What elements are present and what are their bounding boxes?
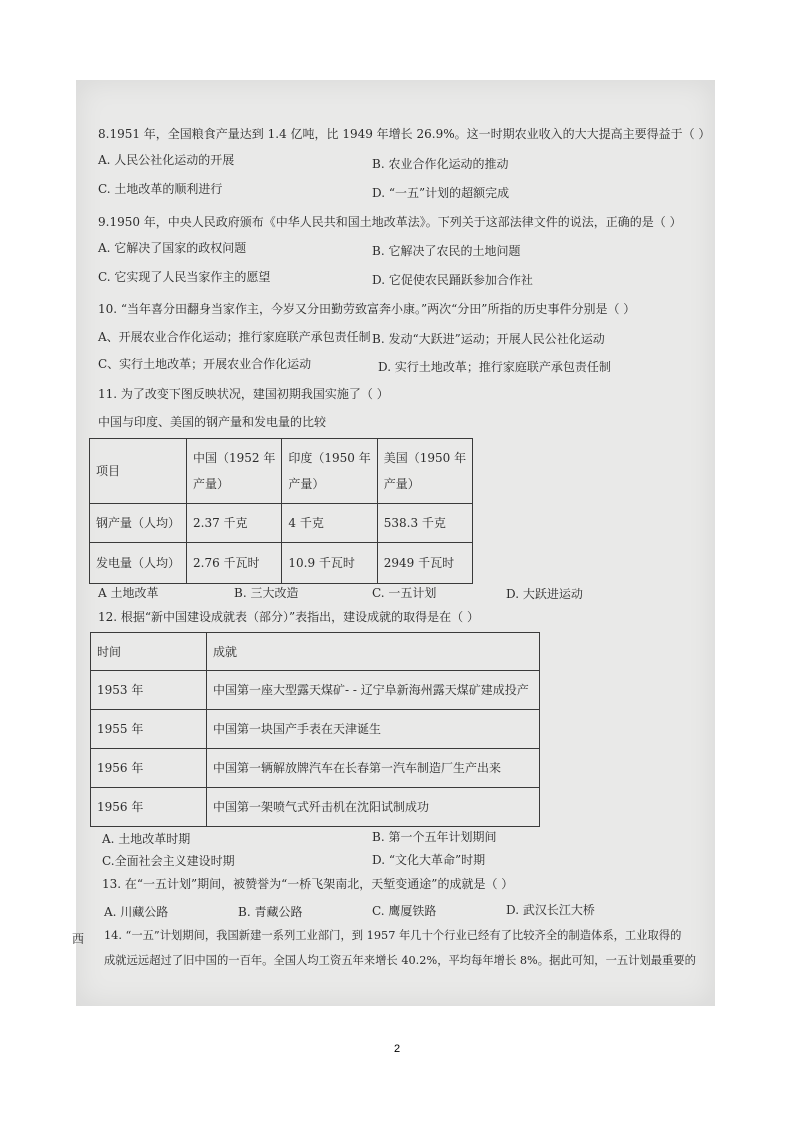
q8-option-b: B. 农业合作化运动的推动 — [372, 157, 509, 171]
q12-header-time: 时间 — [91, 633, 207, 671]
q10-option-c: C、实行土地改革；开展农业合作化运动 — [98, 357, 312, 371]
q11-option-b: B. 三大改造 — [234, 586, 299, 600]
q10-stem: 10. “当年喜分田翻身当家作主，今岁又分田勤劳致富奔小康。”两次“分田”所指的历史事件分别是（ ） — [98, 302, 636, 316]
q10-option-b: B. 发动“大跃进”运动；开展人民公社化运动 — [372, 332, 605, 346]
q11-table-caption: 中国与印度、美国的钢产量和发电量的比较 — [98, 415, 327, 429]
q11-header-usa: 美国（1950 年 产量） — [377, 439, 472, 504]
q12-row-text: 中国第一块国产手表在天津诞生 — [207, 710, 540, 749]
q12-row-text: 中国第一架喷气式歼击机在沈阳试制成功 — [207, 788, 540, 827]
q12-row-text: 中国第一辆解放牌汽车在长春第一汽车制造厂生产出来 — [207, 749, 540, 788]
q12-option-c: C.全面社会主义建设时期 — [102, 854, 235, 868]
q11-row-label: 钢产量（人均） — [90, 504, 187, 543]
q11-row-label: 发电量（人均） — [90, 543, 187, 584]
q12-row-year: 1956 年 — [91, 788, 207, 827]
q10-option-d: D. 实行土地改革；推行家庭联产承包责任制 — [378, 360, 611, 374]
q11-comparison-table — [89, 438, 473, 584]
q11-header-item: 项目 — [90, 439, 187, 504]
q12-header-achievement: 成就 — [207, 633, 540, 671]
q11-cell-china: 2.76 千瓦时 — [187, 543, 282, 584]
q11-cell-usa: 538.3 千克 — [377, 504, 472, 543]
q11-option-a: A 土地改革 — [98, 586, 159, 600]
q12-row-year: 1955 年 — [91, 710, 207, 749]
q12-option-d: D. “文化大革命”时期 — [372, 853, 486, 867]
q11-option-c: C. 一五计划 — [372, 586, 437, 600]
q14-line-2: 成就远远超过了旧中国的一百年。全国人均工资五年来增长 40.2%，平均每年增长 8%。据此可知，一五计划最重要的 — [104, 954, 696, 967]
q12-option-b: B. 第一个五年计划期间 — [372, 830, 497, 844]
q11-stem: 11. 为了改变下图反映状况，建国初期我国实施了（ ） — [98, 387, 389, 401]
q11-cell-usa: 2949 千瓦时 — [377, 543, 472, 584]
q12-achievement-table — [90, 632, 540, 827]
q13-stem: 13. 在“一五计划”期间，被赞誉为“一桥飞架南北，天堑变通途”的成就是（ ） — [102, 877, 514, 891]
q11-cell-china: 2.37 千克 — [187, 504, 282, 543]
q13-option-a: A. 川藏公路 — [104, 905, 169, 919]
q12-stem: 12. 根据“新中国建设成就表（部分）”表指出，建设成就的取得是在（ ） — [98, 610, 479, 624]
q10-option-a: A、开展农业合作化运动；推行家庭联产承包责任制 — [98, 330, 371, 344]
q12-row-text: 中国第一座大型露天煤矿- - 辽宁阜新海州露天煤矿建成投产 — [207, 671, 540, 710]
q8-option-c: C. 土地改革的顺利进行 — [98, 182, 223, 196]
page-number: 2 — [393, 1043, 401, 1055]
q11-cell-india: 10.9 千瓦时 — [282, 543, 377, 584]
q11-cell-india: 4 千克 — [282, 504, 377, 543]
q9-option-b: B. 它解决了农民的土地问题 — [372, 244, 521, 258]
q11-header-china: 中国（1952 年 产量） — [187, 439, 282, 504]
q9-option-a: A. 它解决了国家的政权问题 — [98, 241, 247, 255]
q8-stem: 8.1951 年，全国粮食产量达到 1.4 亿吨，比 1949 年增长 26.9%。这一时期农业收入的大大提高主要得益于（ ） — [98, 127, 711, 141]
q9-option-d: D. 它促使农民踊跃参加合作社 — [372, 273, 533, 287]
q13-option-b: B. 青藏公路 — [238, 905, 303, 919]
q13-option-c: C. 鹰厦铁路 — [372, 904, 437, 918]
q13-option-d: D. 武汉长江大桥 — [506, 903, 595, 917]
q9-stem: 9.1950 年，中央人民政府颁布《中华人民共和国土地改革法》。下列关于这部法律文件的说法，正确的是（ ） — [98, 215, 682, 229]
q11-header-india: 印度（1950 年 产量） — [282, 439, 377, 504]
q12-row-year: 1953 年 — [91, 671, 207, 710]
q12-option-a: A. 土地改革时期 — [102, 832, 191, 846]
q9-option-c: C. 它实现了人民当家作主的愿望 — [98, 270, 271, 284]
q12-row-year: 1956 年 — [91, 749, 207, 788]
q8-option-a: A. 人民公社化运动的开展 — [98, 153, 235, 167]
q8-option-d: D. “一五”计划的超额完成 — [372, 186, 510, 200]
margin-character: 西 — [72, 932, 85, 946]
q14-line-1: 14. “一五”计划期间，我国新建一系列工业部门，到 1957 年几十个行业已经有了比较齐全的制造体系，工业取得的 — [104, 929, 682, 942]
q11-option-d: D. 大跃进运动 — [506, 587, 583, 601]
